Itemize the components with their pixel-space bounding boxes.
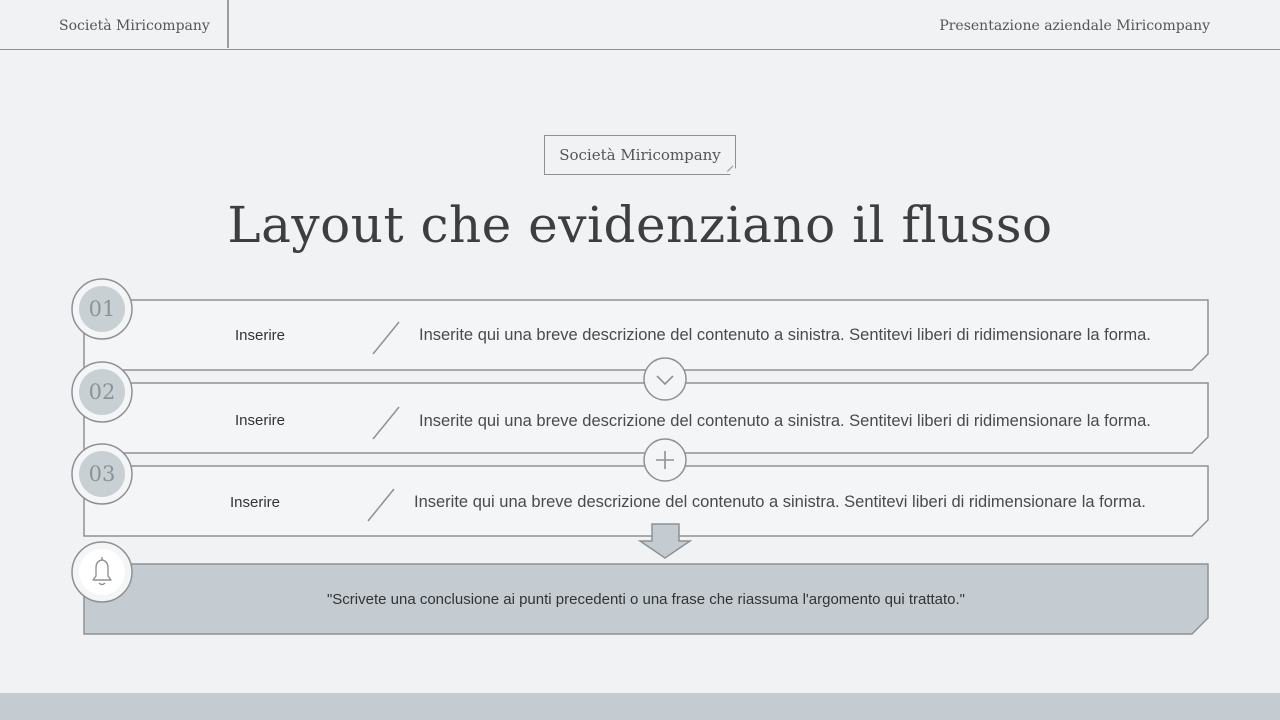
chevron-down-icon <box>644 358 686 400</box>
header-company: Società Miricompany <box>59 18 210 34</box>
conclusion-panel <box>84 564 1208 634</box>
row-label-1: Inserire <box>234 327 286 344</box>
row-number-3: 03 <box>88 462 116 486</box>
row-label-2: Inserire <box>234 412 286 429</box>
conclusion-text: "Scrivete una conclusione ai punti precedenti o una frase che riassuma l'argomento qui trattato." <box>326 590 966 608</box>
row-description-3: Inserite qui una breve descrizione del contenuto a sinistra. Sentitevi liberi di ridimensionare la forma. <box>414 493 1146 511</box>
header-presentation-title: Presentazione aziendale Miricompany <box>939 18 1210 34</box>
row-description-1: Inserite qui una breve descrizione del contenuto a sinistra. Sentitevi liberi di ridimensionare la forma. <box>419 326 1151 344</box>
page-title: Layout che evidenziano il flusso <box>227 196 1053 254</box>
row-number-1: 01 <box>88 297 116 321</box>
row-description-2: Inserite qui una breve descrizione del contenuto a sinistra. Sentitevi liberi di ridimensionare la forma. <box>419 412 1151 430</box>
footer-band <box>0 693 1280 720</box>
row-number-2: 02 <box>88 380 116 404</box>
plus-icon <box>644 439 686 481</box>
row-label-3: Inserire <box>229 494 281 511</box>
company-tag-label: Società Miricompany <box>559 146 721 164</box>
